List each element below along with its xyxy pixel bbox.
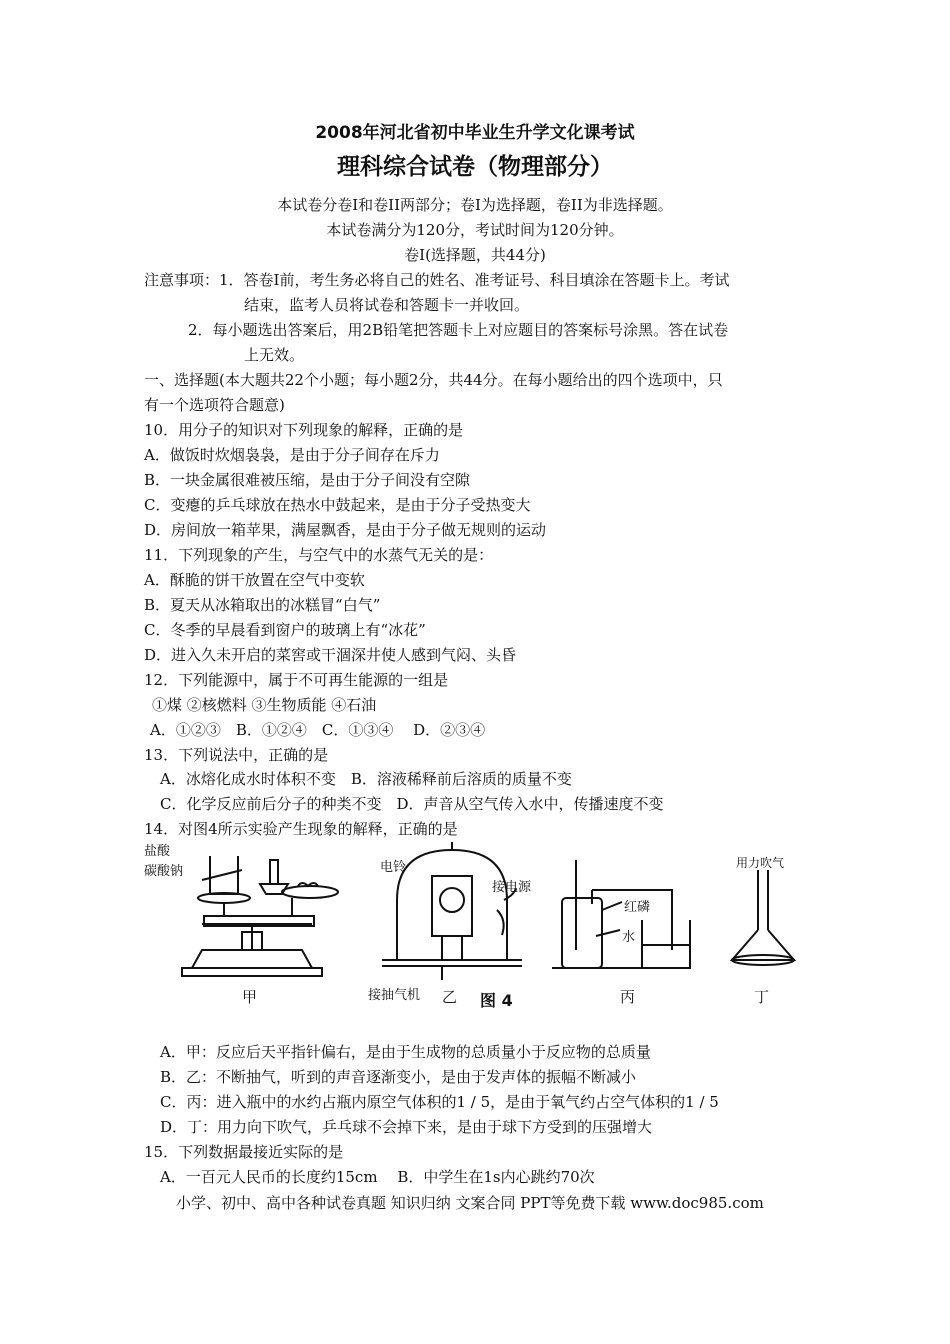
q10-option-a: A．做饭时炊烟袅袅，是由于分子间存在斥力 xyxy=(144,446,440,464)
intro-line-1: 本试卷分卷I和卷II两部分；卷I为选择题，卷II为非选择题。 xyxy=(277,196,673,214)
label-ding: 丁 xyxy=(754,988,770,1006)
label-bing: 丙 xyxy=(620,988,636,1006)
q11-stem: 11．下列现象的产生，与空气中的水蒸气无关的是： xyxy=(144,546,494,564)
note-1-line-2: 结束，监考人员将试卷和答题卡一并收回。 xyxy=(244,296,530,314)
label-yi: 乙 xyxy=(442,988,458,1006)
label-hydrochloric-acid: 盐酸 xyxy=(144,844,171,859)
q10-option-b: B．一块金属很难被压缩，是由于分子间没有空隙 xyxy=(144,471,471,489)
q10-option-d: D．房间放一箱苹果，满屋飘香，是由于分子做无规则的运动 xyxy=(144,521,547,539)
q11-option-c: C．冬季的早晨看到窗户的玻璃上有“冰花” xyxy=(144,621,426,639)
figure-4-drawing xyxy=(142,840,822,1005)
label-sodium-carbonate: 碳酸钠 xyxy=(144,864,184,879)
q11-option-a: A．酥脆的饼干放置在空气中变软 xyxy=(144,571,365,589)
label-blow-hard: 用力吹气 xyxy=(736,856,785,870)
q12-options: A．①②③ B．①②④ C．①③④ D．②③④ xyxy=(150,721,486,739)
q15-stem: 15．下列数据最接近实际的是 xyxy=(144,1143,344,1161)
q14-stem: 14．对图4所示实验产生现象的解释，正确的是 xyxy=(144,820,458,838)
q11-option-b: B．夏天从冰箱取出的冰糕冒“白气” xyxy=(144,596,381,614)
label-water: 水 xyxy=(622,930,636,945)
exam-subtitle: 理科综合试卷（物理部分） xyxy=(337,154,613,180)
label-red-phosphorus: 红磷 xyxy=(624,900,651,915)
q11-option-d: D．进入久未开启的菜窖或干涸深井使人感到气闷、头昏 xyxy=(144,646,517,664)
q12-items: ①煤 ②核燃料 ③生物质能 ④石油 xyxy=(152,696,377,714)
note-2-line-2: 上无效。 xyxy=(244,346,305,364)
q13-options-ab: A．冰熔化成水时体积不变 B．溶液稀释前后溶质的质量不变 xyxy=(160,770,572,788)
label-air-pump: 接抽气机 xyxy=(368,988,421,1003)
intro-line-3: 卷I(选择题，共44分) xyxy=(404,246,546,264)
q14-option-a: A．甲：反应后天平指针偏右，是由于生成物的总质量小于反应物的总质量 xyxy=(160,1043,651,1061)
q14-option-c: C．丙：进入瓶中的水约占瓶内原空气体积的1 / 5，是由于氧气约占空气体积的1 / 5 xyxy=(160,1093,719,1111)
q14-option-b: B．乙：不断抽气，听到的声音逐渐变小，是由于发声体的振幅不断减小 xyxy=(160,1068,637,1086)
figure-caption: 图 4 xyxy=(480,991,513,1010)
balance-apparatus xyxy=(182,856,338,976)
q15-options-ab: A．一百元人民币的长度约15cm B．中学生在1s内心跳约70次 xyxy=(160,1168,595,1186)
label-electric-bell: 电铃 xyxy=(380,860,407,875)
q10-stem: 10．用分子的知识对下列现象的解释，正确的是 xyxy=(144,421,464,439)
q13-stem: 13．下列说法中，正确的是 xyxy=(144,746,329,764)
q13-options-cd: C．化学反应前后分子的种类不变 D．声音从空气传入水中，传播速度不变 xyxy=(160,795,664,813)
q12-stem: 12．下列能源中，属于不可再生能源的一组是 xyxy=(144,671,449,689)
footer-ad: 小学、初中、高中各种试卷真题 知识归纳 文案合同 PPT等免费下载 www.doc985.com xyxy=(176,1194,764,1212)
note-2-line-1: 2．每小题选出答案后，用2B铅笔把答题卡上对应题目的答案标号涂黑。答在试卷 xyxy=(188,321,729,339)
section-heading-line-2: 有一个选项符合题意) xyxy=(144,396,285,414)
funnel-apparatus xyxy=(732,870,794,965)
q10-option-c: C．变瘪的乒乓球放在热水中鼓起来，是由于分子受热变大 xyxy=(144,496,531,514)
label-jia: 甲 xyxy=(242,988,258,1006)
figure-4 xyxy=(142,840,822,1005)
intro-line-2: 本试卷满分为120分，考试时间为120分钟。 xyxy=(326,221,624,239)
exam-title: 2008年河北省初中毕业生升学文化课考试 xyxy=(315,123,635,143)
phosphorus-apparatus xyxy=(552,860,690,968)
note-1-line-1: 注意事项：1．答卷I前，考生务必将自己的姓名、准考证号、科目填涂在答题卡上。考试 xyxy=(144,271,730,289)
q14-option-d: D．丁：用力向下吹气，乒乓球不会掉下来，是由于球下方受到的压强增大 xyxy=(160,1118,653,1136)
section-heading-line-1: 一、选择题(本大题共22个小题；每小题2分，共44分。在每小题给出的四个选项中，只 xyxy=(144,371,723,389)
label-power-supply: 接电源 xyxy=(492,880,532,895)
